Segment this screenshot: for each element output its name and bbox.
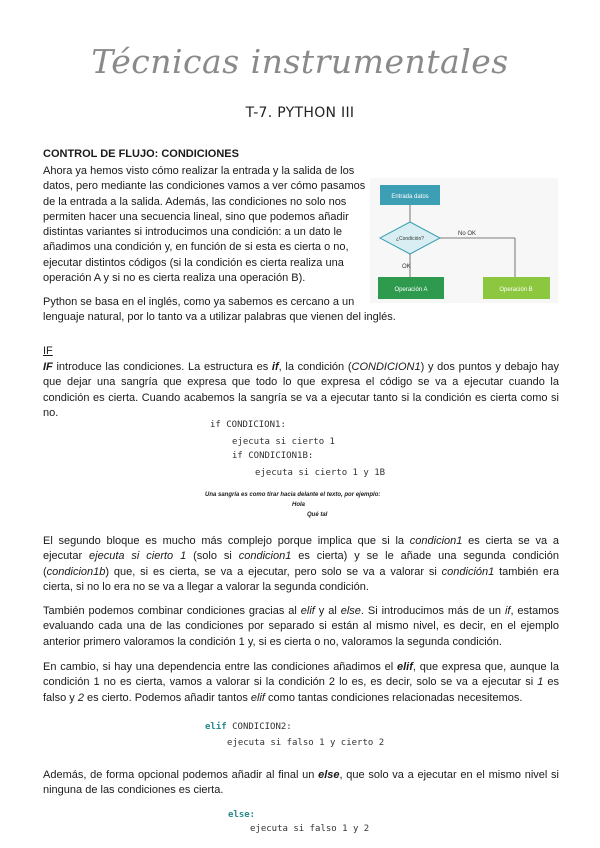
page-title: Técnicas instrumentales <box>91 42 509 81</box>
page-subtitle: T-7. PYTHON III <box>245 105 355 121</box>
python-line: lenguaje natural, por lo tanto va a utilizar palabras que vienen del inglés. <box>43 311 396 324</box>
text-span: ) y dos puntos y debajo hay <box>420 361 559 373</box>
text-span: condicion1 <box>238 550 292 563</box>
p4-line <box>43 691 559 706</box>
text-span: es <box>543 676 559 689</box>
text-span: es cierta) y se le añade una segunda condición <box>291 550 559 563</box>
p2-line <box>43 549 559 564</box>
text-span: condición1 <box>441 565 495 578</box>
p4-line <box>43 675 559 690</box>
text-span: y al <box>314 605 341 617</box>
intro-line: de la entrada a la salida. Además, las condiciones no solo nos <box>43 195 347 208</box>
code-line: ejecuta si cierto 1 <box>232 437 335 447</box>
p4-line <box>43 660 559 675</box>
code-line: ejecuta si falso 1 y cierto 2 <box>227 738 385 748</box>
text-span: if <box>271 361 279 373</box>
code-block-elif <box>205 722 384 748</box>
paragraph-3 <box>43 604 559 650</box>
intro-paragraph <box>43 164 366 286</box>
text-span: condición 1 no es cierta, vamos a valorar si la condición 2 lo es, es decir, solo se va a ejecutar si <box>43 676 538 689</box>
code-line: ejecuta si falso 1 y 2 <box>250 824 370 834</box>
code-block-else <box>228 810 369 834</box>
paragraph-4 <box>43 660 559 706</box>
paragraph-5 <box>43 768 559 799</box>
p3-line: evaluando cada una de las condiciones por separado si están al mismo nivel, es decir, en el ejemplo <box>43 620 559 633</box>
text-span: , estamos <box>510 605 559 617</box>
indent-caption-line2: Hola <box>292 502 306 508</box>
flow-entrada-label: Entrada datos <box>391 194 429 200</box>
text-span: es cierto. Podemos añadir tantos <box>83 691 251 704</box>
if-p1-line4: no. <box>43 406 59 419</box>
text-span: 1 <box>537 676 544 689</box>
flow-nok-label: No OK <box>458 231 477 237</box>
flow-condition-label: ¿Condición? <box>395 236 425 242</box>
p3-line <box>43 604 559 619</box>
flow-ok-label: OK <box>402 264 411 270</box>
intro-line: ejecutar distintos códigos (si la condición es cierta realiza una <box>43 256 344 269</box>
p3-line: anterior primero valoramos la condición 1 y, si es cierta o no, valoramos la segunda condición. <box>43 635 502 648</box>
code-line: if CONDICION1: <box>210 420 286 430</box>
text-span: if <box>504 605 511 617</box>
text-span: condicion1b <box>46 565 106 578</box>
if-paragraph <box>43 360 559 421</box>
p5-line: ninguna de las condiciones es cierta. <box>43 784 224 797</box>
flow-op-a-label: Operación A <box>394 287 428 293</box>
intro-line: distintas variantes si introducimos una condición: a un dato le <box>43 226 343 239</box>
text-span: CONDICION1 <box>351 361 421 373</box>
text-span: else <box>340 605 361 617</box>
indent-caption-line1: Una sangría es como tirar hacia delante el texto, por ejemplo: <box>205 492 381 498</box>
code-keyword: else: <box>228 810 256 820</box>
paragraph-2 <box>43 534 559 595</box>
p2-line: cierta, si no lo era no se va a llegar a valorar la segunda condición. <box>43 580 369 593</box>
section-heading: CONTROL DE FLUJO: CONDICIONES <box>43 148 239 160</box>
text-span: ejecuta si cierto 1 <box>89 550 187 563</box>
if-p1-line2: que dejar una sangría que expresa que todo lo que expresa el código se va a ejecutar cuando la <box>43 376 559 389</box>
text-span: ejecutar <box>43 550 90 563</box>
code-block-if <box>210 420 390 485</box>
text-span: En cambio, si hay una dependencia entre las condiciones añadimos el <box>43 661 397 673</box>
text-span: El segundo bloque es mucho más complejo porque implica que si la <box>43 535 410 547</box>
if-p1-line3: condición es cierta. Cuando acabemos la sangría se va a ejecutar tanto si la condición es cierta como si <box>43 391 559 404</box>
text-span: . Si introducimos más de un <box>360 605 505 617</box>
p2-line <box>43 565 559 580</box>
text-span: como tantas condiciones relacionadas necesitemos. <box>264 691 523 704</box>
flow-op-b-label: Operación B <box>499 287 533 293</box>
text-span: falso y <box>43 691 78 704</box>
text-span: (solo si <box>186 550 239 563</box>
text-span: Además, de forma opcional podemos añadir al final un <box>43 769 319 781</box>
text-span: 2 <box>77 691 84 704</box>
p2-line <box>43 534 559 549</box>
text-span: else <box>318 769 340 781</box>
text-span: ) que, si es cierta, se va a ejecutar, pero solo se va a valorar si <box>105 565 442 578</box>
text-span: También podemos combinar condiciones gracias al <box>43 605 301 617</box>
python-line: Python se basa en el inglés, como ya sabemos es cercano a un <box>43 296 355 308</box>
indent-caption-line3: Qué tal <box>307 512 328 518</box>
text-span: elif <box>300 605 315 617</box>
if-heading: IF <box>43 345 53 357</box>
text-span: es cierta se va a <box>462 535 560 547</box>
code-line: if CONDICION1B: <box>232 451 314 461</box>
code-text: CONDICION2: <box>226 722 292 732</box>
text-span: introduce las condiciones. La estructura es <box>52 361 272 373</box>
code-keyword: elif <box>205 722 227 732</box>
text-span: elif <box>250 691 265 704</box>
intro-line: Ahora ya hemos visto cómo realizar la entrada y la salida de los <box>43 165 355 177</box>
intro-line: permiten hacer una secuencia lineal, sino que podemos añadir <box>43 210 349 223</box>
text-span: , que solo va a ejecutar en el mismo nivel si <box>339 769 559 781</box>
intro-line: añadimos una condición y, en función de si esta es cierta o no, <box>43 241 349 254</box>
text-span: , que expresa que, aunque la <box>412 661 559 673</box>
flowchart-diagram <box>370 178 558 303</box>
python-paragraph <box>43 295 573 326</box>
text-span: ( <box>43 565 47 578</box>
if-p1-line1 <box>43 360 559 375</box>
intro-line: datos, pero mediante las condiciones vamos a ver cómo pasamos <box>43 180 366 193</box>
text-span: condicion1 <box>409 535 463 547</box>
code-line: ejecuta si cierto 1 y 1B <box>255 468 386 478</box>
text-span: , la condición ( <box>278 361 352 373</box>
if-keyword: IF <box>43 361 53 373</box>
text-span: también era <box>494 565 559 578</box>
p5-line <box>43 768 559 783</box>
text-span: elif <box>397 661 413 673</box>
code-line <box>205 722 384 732</box>
intro-line: operación A y si no es cierta realiza una operación B). <box>43 272 306 285</box>
